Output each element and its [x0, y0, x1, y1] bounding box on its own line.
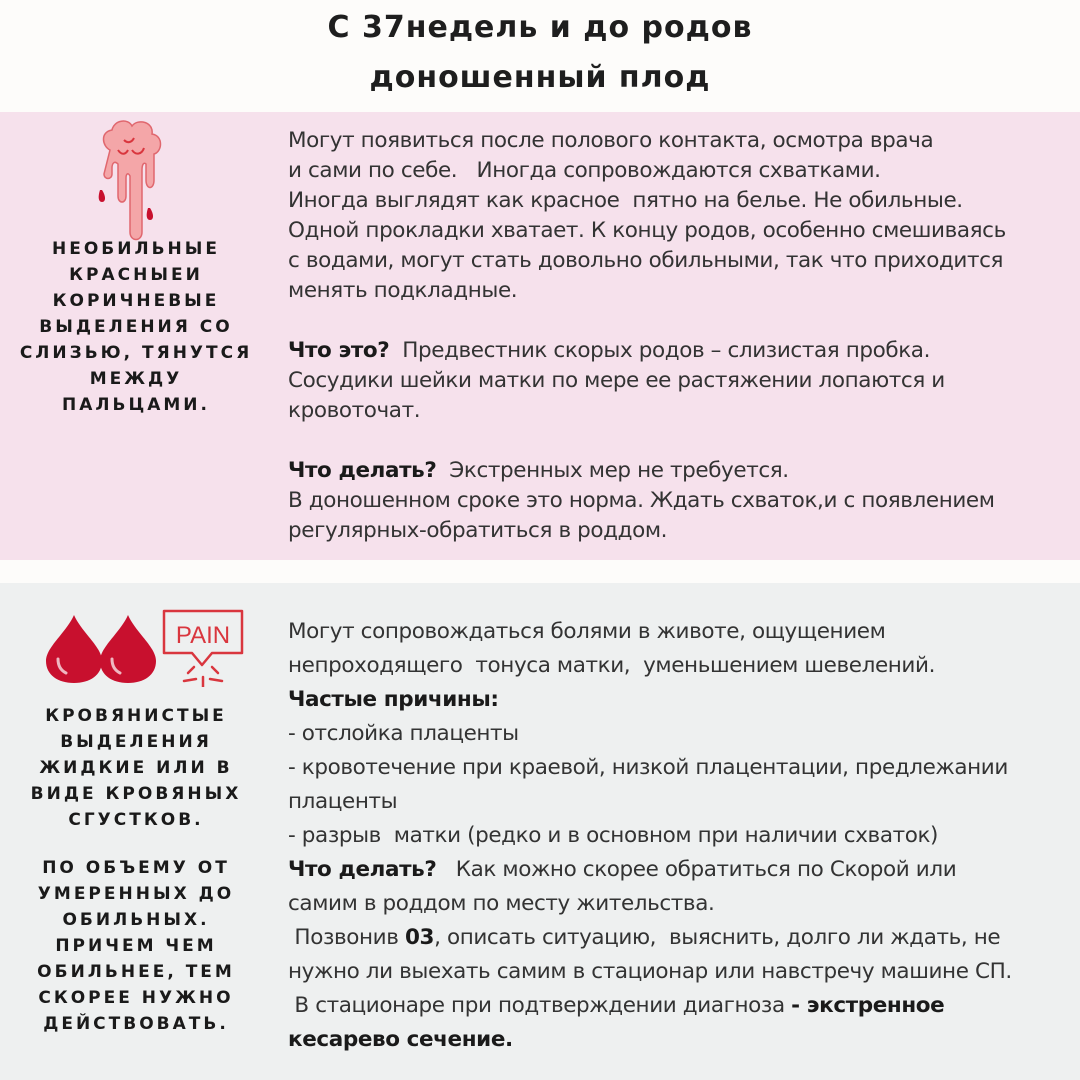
- pain-sign-icon: [160, 607, 246, 687]
- causes-label: Частые причины:: [288, 687, 499, 712]
- section2-text: Могут сопровождаться болями в животе, ощущением непроходящего тонуса матки, уменьшением шевелений. Частые причины: - отслойка плаценты - кровотечение при краевой, низкой плацентации, предлежании плаценты - разрыв матки (редко и в основном при наличии схваток) Что делать? Как можно скорее обратиться по Скорой или самим в роддом по месту жительства. Позвонив 03, описать ситуацию, выяснить, долго ли ждать, не нужно ли выехать самим в стационар или навстречу машине СП. В стационаре при подтверждении диагноза - экстренное кесарево сечение.: [288, 615, 1078, 1057]
- title-line-1: С 37недель и до родов: [327, 10, 753, 45]
- blood-drop-icon: [98, 615, 158, 683]
- melting-drip-icon: [96, 120, 166, 244]
- blood-drop-icon: [44, 615, 104, 683]
- todo-label: Что делать?: [288, 458, 437, 483]
- section-bleeding: [0, 583, 1080, 1080]
- emergency-number: 03: [404, 925, 435, 950]
- side-label-2b: ПО ОБЪЕМУ ОТ УМЕРЕННЫХ ДО ОБИЛЬНЫХ. ПРИЧЕМ ЧЕМ ОБИЛЬНЕЕ, ТЕМ СКОРЕЕ НУЖНО ДЕЙСТВОВАТЬ.: [37, 858, 235, 1034]
- section1-text: Могут появиться после полового контакта, осмотра врача и сами по себе. Иногда сопровождаются схватками. Иногда выглядят как красное пятно на белье. Не обильные. Одной прокладки хватает. К концу родов, особенно смешиваясь с водами, могут стать довольно обильными, так что приходится менять подкладные. Что это? Предвестник скорых родов – слизистая пробка. Сосудики шейки матки по мере ее растяжении лопаются и кровоточат. Что делать? Экстренных мер не требуется. В доношенном сроке это норма. Ждать схваток,и с появлением регулярных-обратиться в роддом.: [288, 128, 1006, 543]
- page-title: [0, 0, 1080, 112]
- todo-label-2: Что делать?: [288, 857, 437, 882]
- title-line-2: доношенный плод: [369, 60, 711, 95]
- what-label: Что это?: [288, 338, 390, 363]
- side-label-2a: КРОВЯНИСТЫЕ ВЫДЕЛЕНИЯ ЖИДКИЕ ИЛИ В ВИДЕ КРОВЯНЫХ СГУСТКОВ.: [30, 706, 242, 830]
- side-label-1: НЕОБИЛЬНЫЕ КРАСНЫЕИ КОРИЧНЕВЫЕ ВЫДЕЛЕНИЯ СО СЛИЗЬЮ, ТЯНУТСЯ МЕЖДУ ПАЛЬЦАМИ.: [19, 239, 253, 415]
- svg-text:PAIN: PAIN: [175, 622, 231, 649]
- section-mucus-plug: [0, 112, 1080, 560]
